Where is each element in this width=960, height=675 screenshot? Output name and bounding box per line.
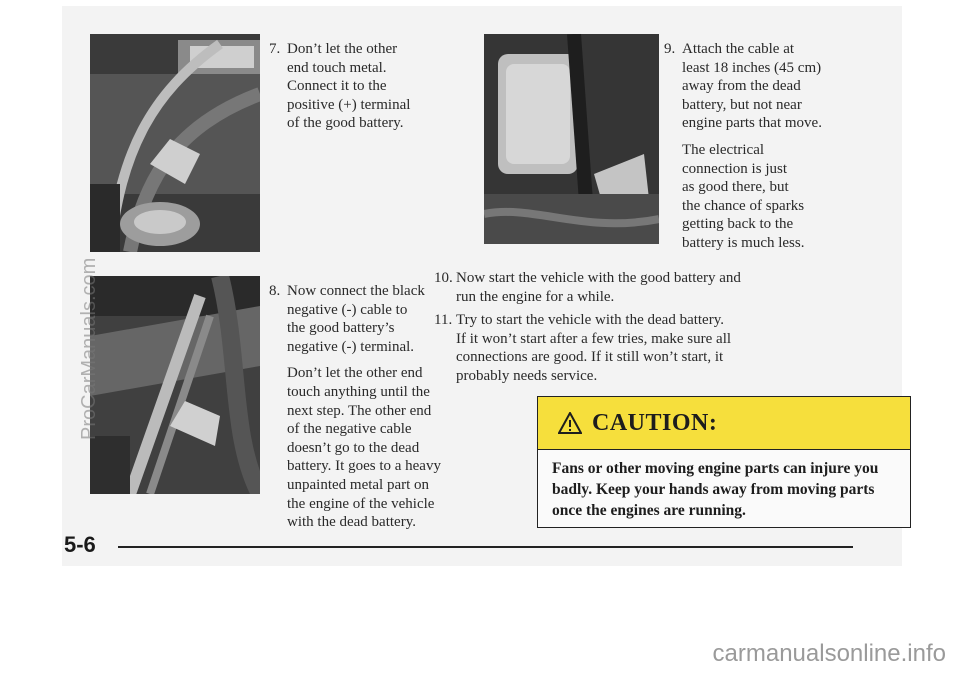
step-text: Now connect the black negative (-) cable to the good battery’s negative (-) terminal. — [287, 283, 425, 355]
caution-header — [538, 397, 910, 450]
step-note: Don’t let the other end touch anything until the next step. The other end of the negative cable doesn’t go to the dead battery. It goes to a heavy unpainted metal part on the engine of the vehicle with the dead battery. — [287, 365, 441, 531]
engine-ground-photo — [484, 34, 659, 244]
step-text: Don’t let the other end touch metal. Connect it to the positive (+) terminal of the good battery. — [287, 41, 411, 132]
caution-message: Fans or other moving engine parts can injure you badly. Keep your hands away from moving parts once the engines are running. — [552, 460, 879, 519]
caution-box — [537, 396, 911, 528]
watermark: ProCarManuals.com — [78, 257, 100, 440]
page-number: 5-6 — [64, 532, 96, 557]
battery-clamp-photo-negative — [90, 276, 260, 494]
footer-rule — [118, 546, 853, 548]
step-number: 7. — [269, 41, 281, 57]
caution-title: CAUTION: — [592, 409, 718, 436]
step-text: Now start the vehicle with the good battery and run the engine for a while. — [456, 270, 741, 305]
step-number: 9. — [664, 41, 676, 57]
step-note: The electrical connection is just as good there, but the chance of sparks getting back to the battery is much less. — [682, 141, 805, 251]
step-number: 11. — [434, 312, 453, 328]
warning-triangle-icon — [558, 412, 582, 434]
battery-clamp-photo-positive — [90, 34, 260, 252]
step-number: 8. — [269, 283, 281, 299]
step-text: Attach the cable at least 18 inches (45 cm) away from the dead battery, but not near engine parts that move. — [682, 41, 822, 132]
manual-page — [62, 6, 902, 566]
step-text: Try to start the vehicle with the dead battery. If it won’t start after a few tries, make sure all connections are good. If it still won’t start, it probably needs service. — [456, 312, 732, 384]
site-footer: carmanualsonline.info — [712, 640, 946, 667]
step-number: 10. — [434, 270, 453, 286]
